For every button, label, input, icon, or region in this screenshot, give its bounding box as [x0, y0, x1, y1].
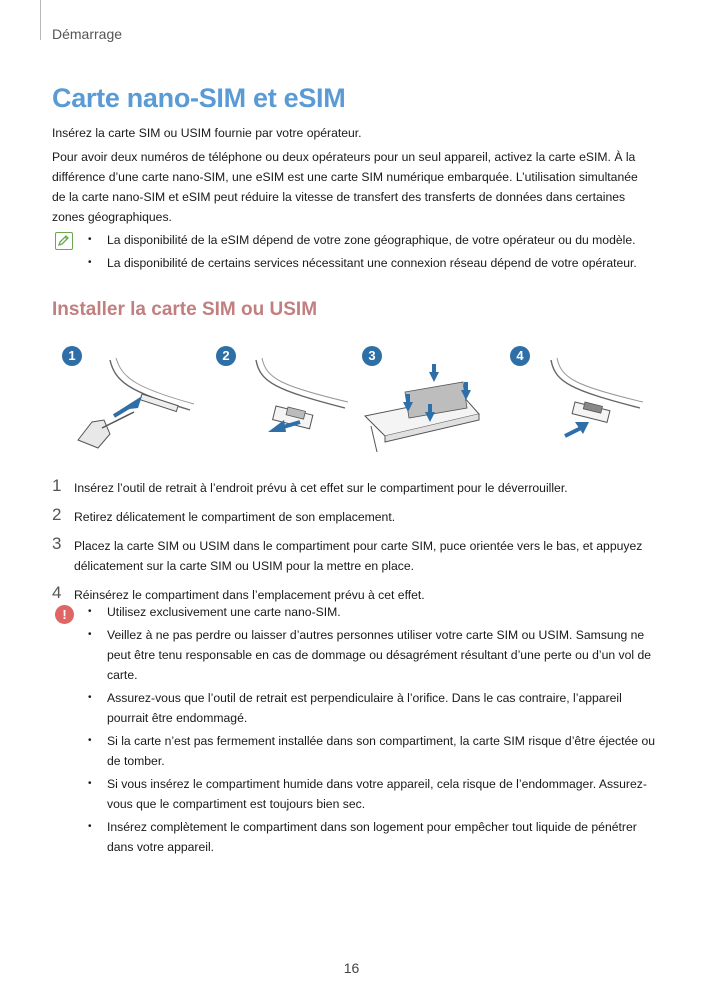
steps-list — [52, 478, 662, 614]
caution-list — [88, 602, 658, 860]
illustration-remove-tray — [250, 352, 350, 442]
caution-item: • Insérez complètement le compartiment dans son logement pour empêcher tout liquide de pénétrer dans votre appareil. — [88, 817, 658, 857]
step-item — [52, 478, 662, 498]
step-number: 1 — [52, 476, 62, 495]
illustration-place-card — [363, 352, 483, 467]
caution-item: • Utilisez exclusivement une carte nano-SIM. — [88, 602, 658, 622]
intro-paragraph-2: Pour avoir deux numéros de téléphone ou deux opérateurs pour un seul appareil, activez la carte eSIM. À la différence d’une carte nano-SIM, une eSIM est une carte SIM numérique embarquée. L’utilisation simultanée de la carte nano-SIM et eSIM peut réduire la vitesse de transfert des transferts de données dans certaines zones géographiques. — [52, 150, 638, 224]
step-badge-3: 3 — [362, 346, 382, 366]
note-list — [88, 230, 658, 276]
step-text: Insérez l’outil de retrait à l’endroit prévu à cet effet sur le compartiment pour le déverrouiller. — [74, 481, 568, 495]
caution-item: • Assurez-vous que l’outil de retrait est perpendiculaire à l’orifice. Dans le cas contraire, l’appareil pourrait être endommagé. — [88, 688, 658, 728]
step-badge-2: 2 — [216, 346, 236, 366]
caution-exclamation-icon: ! — [55, 605, 74, 624]
caution-item: • Si vous insérez le compartiment humide dans votre appareil, cela risque de l’endommager. Assurez-vous que le compartiment est toujours bien sec. — [88, 774, 658, 814]
step-item — [52, 536, 662, 576]
step-item — [52, 507, 662, 527]
note-item: • La disponibilité de la eSIM dépend de votre zone géographique, de votre opérateur ou du modèle. — [88, 230, 658, 250]
note-pencil-icon — [55, 232, 73, 250]
page-number: 16 — [343, 960, 360, 976]
step-badge-1: 1 — [62, 346, 82, 366]
step-text: Réinsérez le compartiment dans l’emplacement prévu à cet effet. — [74, 588, 425, 602]
caution-item: • Veillez à ne pas perdre ou laisser d’autres personnes utiliser votre carte SIM ou USIM. Samsung ne peut être tenu responsable en cas de dommage ou désagrément résultant d’une perte ou d’un vol de carte. — [88, 625, 658, 685]
illustration-reinsert-tray — [545, 352, 645, 442]
illustration-eject-tool — [70, 352, 200, 457]
step-number: 4 — [52, 583, 62, 602]
section-label: Démarrage — [52, 26, 123, 42]
caution-item: • Si la carte n’est pas fermement installée dans son compartiment, la carte SIM risque d’être éjectée ou de tomber. — [88, 731, 658, 771]
step-number: 3 — [52, 534, 62, 553]
page-title: Carte nano-SIM et eSIM — [52, 83, 346, 113]
step-number: 2 — [52, 505, 62, 524]
step-badge-4: 4 — [510, 346, 530, 366]
step-text: Retirez délicatement le compartiment de son emplacement. — [74, 510, 396, 524]
step-text: Placez la carte SIM ou USIM dans le compartiment pour carte SIM, puce orientée vers le bas, et appuyez délicatement sur la carte SIM ou USIM pour la mettre en place. — [74, 539, 643, 573]
section-subheading: Installer la carte SIM ou USIM — [52, 299, 318, 320]
header-rule — [40, 0, 41, 40]
note-item: • La disponibilité de certains services nécessitant une connexion réseau dépend de votre opérateur. — [88, 253, 658, 273]
intro-paragraph-1: Insérez la carte SIM ou USIM fournie par votre opérateur. — [52, 126, 362, 140]
